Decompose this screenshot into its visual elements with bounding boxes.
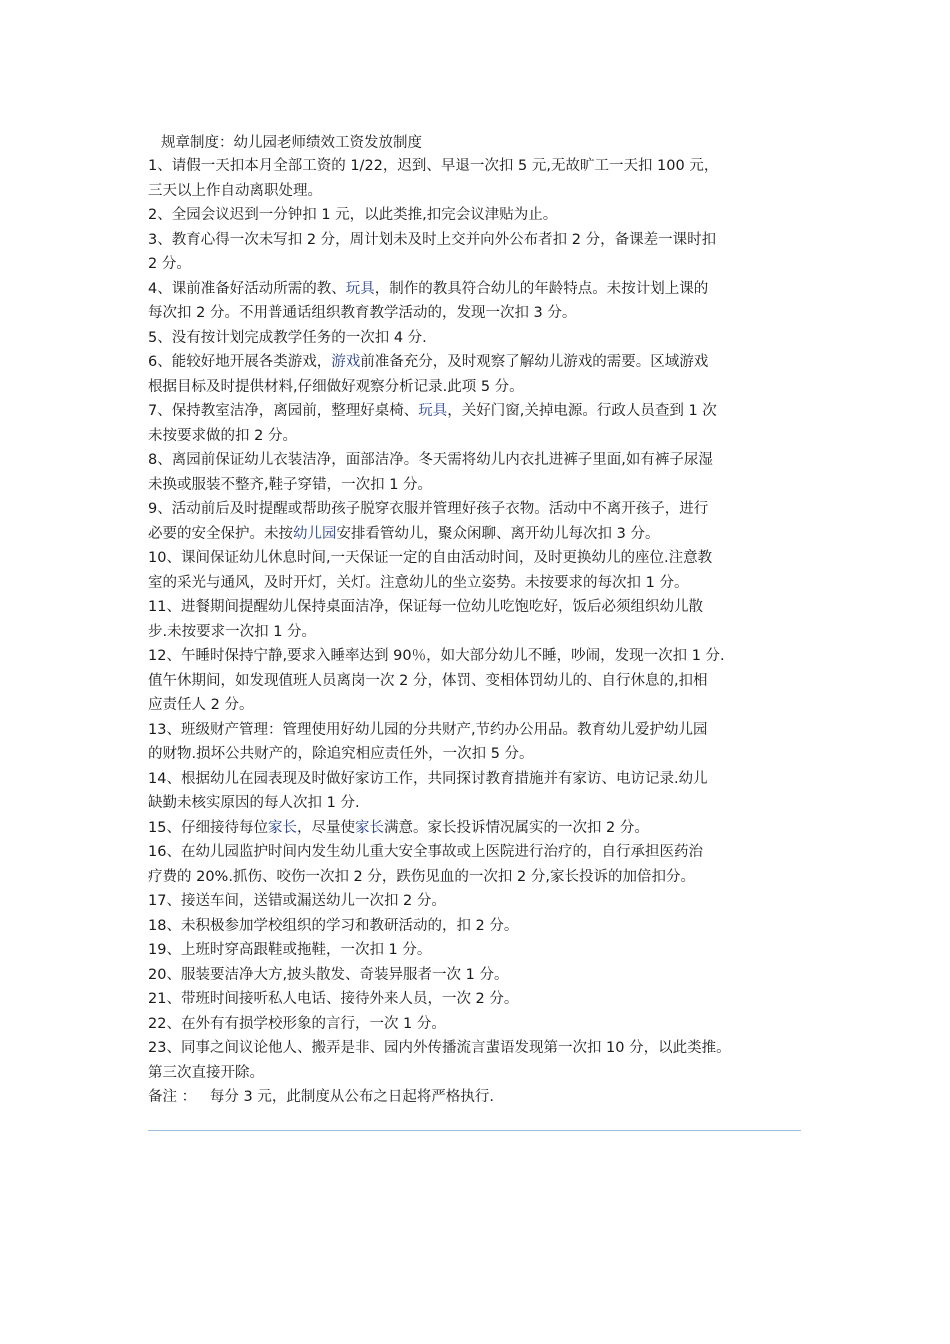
keyword-link[interactable]: 家长 <box>354 819 384 836</box>
rule-text: 11、进餐期间提醒幼儿保持桌面洁净，保证每一位幼儿吃饱吃好，饭后必须组织幼儿散 <box>148 599 703 615</box>
rule-line <box>148 914 818 939</box>
rule-text: 7、保持教室洁净，离园前，整理好桌椅、 <box>148 403 419 419</box>
rule-item <box>148 987 818 1012</box>
rule-line <box>148 816 818 841</box>
rule-item <box>148 840 818 889</box>
rules-list <box>148 154 818 1085</box>
rule-text: 6、能较好地开展各类游戏， <box>148 354 332 370</box>
rule-line <box>148 350 818 375</box>
rule-line <box>148 473 818 498</box>
rule-text: 应责任人 2 分。 <box>148 697 254 713</box>
rule-item <box>148 595 818 644</box>
document-body <box>148 132 818 1109</box>
rule-item <box>148 277 818 326</box>
keyword-link[interactable]: 幼儿园 <box>293 525 337 542</box>
rule-item <box>148 718 818 767</box>
rule-text: 满意。家长投诉情况属实的一次扣 2 分。 <box>383 819 649 836</box>
rule-text: 的财物.损坏公共财产的，除追究相应责任外，一次扣 5 分。 <box>148 746 534 762</box>
rule-text: 5、没有按计划完成教学任务的一次扣 4 分. <box>148 329 427 346</box>
rule-item <box>148 203 818 228</box>
rule-line <box>148 522 818 547</box>
rule-line <box>148 889 818 914</box>
rule-item <box>148 448 818 497</box>
rule-item <box>148 399 818 448</box>
rule-text: 2 分。 <box>148 256 191 272</box>
rule-text: 未换或服装不整齐,鞋子穿错，一次扣 1 分。 <box>148 476 433 493</box>
rule-line <box>148 375 818 400</box>
rule-text: 3、教育心得一次未写扣 2 分，周计划未及时上交并向外公布者扣 2 分，备课差一课时扣 <box>148 231 717 248</box>
rule-text: 1、请假一天扣本月全部工资的 1/22，迟到、早退一次扣 5 元,无故旷工一天扣 100 元， <box>148 158 719 174</box>
rule-line <box>148 546 818 571</box>
rule-line <box>148 228 818 253</box>
rule-text: 19、上班时穿高跟鞋或拖鞋，一次扣 1 分。 <box>148 942 432 958</box>
rule-line <box>148 1012 818 1037</box>
rule-text: 室的采光与通风，及时开灯，关灯。注意幼儿的坐立姿势。未按要求的每次扣 1 分。 <box>148 574 689 591</box>
rule-text: 4、课前准备好活动所需的教、 <box>148 280 346 297</box>
rule-text: 疗费的 20%.抓伤、咬伤一次扣 2 分，跌伤见血的一次扣 2 分,家长投诉的加倍扣分。 <box>148 868 695 885</box>
rule-line <box>148 987 818 1012</box>
rule-line <box>148 620 818 645</box>
rule-line <box>148 1061 818 1086</box>
rule-line <box>148 865 818 890</box>
rule-text: 前准备充分，及时观察了解幼儿游戏的需要。区域游戏 <box>360 354 709 370</box>
rule-line <box>148 595 818 620</box>
rule-text: 每次扣 2 分。不用普通话组织教育教学活动的，发现一次扣 3 分。 <box>148 305 577 321</box>
rule-text: 13、班级财产管理：管理使用好幼儿园的分共财产,节约办公用品。教育幼儿爱护幼儿园 <box>148 721 708 738</box>
rule-item <box>148 546 818 595</box>
rule-text: 12、午睡时保持宁静,要求入睡率达到 90％，如大部分幼儿不睡，吵闹，发现一次扣 1 分. <box>148 648 725 664</box>
rule-text: ，关好门窗,关掉电源。行政人员查到 1 次 <box>447 403 717 419</box>
rule-text: 步.未按要求一次扣 1 分。 <box>148 623 317 640</box>
rule-text: 三天以上作自动离职处理。 <box>148 182 322 199</box>
rule-text: ，尽量使 <box>296 819 355 836</box>
rule-item <box>148 326 818 351</box>
rule-text: 10、课间保证幼儿休息时间,一天保证一定的自由活动时间，及时更换幼儿的座位.注意教 <box>148 550 713 566</box>
rule-item <box>148 1012 818 1037</box>
rule-line <box>148 326 818 351</box>
rule-text: 8、离园前保证幼儿衣装洁净，面部洁净。冬天需将幼儿内衣扎进裤子里面,如有裤子尿湿 <box>148 452 713 468</box>
document-title: 规章制度：幼儿园老师绩效工资发放制度 <box>161 135 422 151</box>
rule-item <box>148 816 818 841</box>
rule-text: 根据目标及时提供材料,仔细做好观察分析记录.此项 5 分。 <box>148 378 524 395</box>
rule-line <box>148 669 818 694</box>
rule-line <box>148 791 818 816</box>
rule-text: 20、服装要洁净大方,披头散发、奇装异服者一次 1 分。 <box>148 966 509 983</box>
rule-line <box>148 693 818 718</box>
rule-line <box>148 571 818 596</box>
rule-line <box>148 399 818 424</box>
rule-item <box>148 228 818 277</box>
rule-line <box>148 301 818 326</box>
rule-text: 2、全园会议迟到一分钟扣 1 元，以此类推,扣完会议津贴为止。 <box>148 207 558 223</box>
keyword-link[interactable]: 游戏 <box>331 354 361 370</box>
rule-line <box>148 154 818 179</box>
rule-line <box>148 644 818 669</box>
rule-text: 值午休期间，如发现值班人员离岗一次 2 分，体罚、变相体罚幼儿的、自行休息的,扣相 <box>148 672 708 689</box>
rule-text: 21、带班时间接听私人电话、接待外来人员，一次 2 分。 <box>148 991 519 1007</box>
rule-text: 15、仔细接待每位 <box>148 819 268 836</box>
rule-item <box>148 497 818 546</box>
footnote: 备注 ： 每分 3 元，此制度从公布之日起将严格执行. <box>148 1089 494 1105</box>
rule-item <box>148 644 818 718</box>
rule-line <box>148 767 818 792</box>
keyword-link[interactable]: 玩具 <box>418 403 448 419</box>
rule-text: 必要的安全保护。未按 <box>148 525 293 542</box>
rule-item <box>148 889 818 914</box>
rule-text: ，制作的教具符合幼儿的年龄特点。未按计划上课的 <box>374 280 709 297</box>
rule-text: 缺勤未核实原因的每人次扣 1 分. <box>148 795 360 811</box>
rule-text: 14、根据幼儿在园表现及时做好家访工作，共同探讨教育措施并有家访、电访记录.幼儿 <box>148 770 708 787</box>
rule-text: 9、活动前后及时提醒或帮助孩子脱穿衣服并管理好孩子衣物。活动中不离开孩子，进行 <box>148 501 709 517</box>
rule-line <box>148 1036 818 1061</box>
rule-line <box>148 963 818 988</box>
rule-text: 22、在外有有损学校形象的言行，一次 1 分。 <box>148 1015 446 1032</box>
rule-text: 18、未积极参加学校组织的学习和教研活动的，扣 2 分。 <box>148 917 519 934</box>
rule-line <box>148 252 818 277</box>
rule-line <box>148 277 818 302</box>
rule-item <box>148 154 818 203</box>
rule-line <box>148 840 818 865</box>
rule-line <box>148 938 818 963</box>
rule-item <box>148 350 818 399</box>
rule-text: 未按要求做的扣 2 分。 <box>148 427 297 444</box>
rule-line <box>148 742 818 767</box>
rule-line <box>148 424 818 449</box>
divider-line <box>148 1130 801 1131</box>
rule-text: 17、接送车间，送错或漏送幼儿一次扣 2 分。 <box>148 893 446 909</box>
rule-line <box>148 203 818 228</box>
rule-text: 23、同事之间议论他人、搬弄是非、园内外传播流言蜚语发现第一次扣 10 分，以此类推。 <box>148 1040 731 1056</box>
rule-item <box>148 914 818 939</box>
rule-text: 安排看管幼儿，聚众闲聊、离开幼儿每次扣 3 分。 <box>336 525 660 542</box>
rule-text: 16、在幼儿园监护时间内发生幼儿重大安全事故或上医院进行治疗的，自行承担医药治 <box>148 844 703 860</box>
rule-line <box>148 179 818 204</box>
keyword-link[interactable]: 玩具 <box>345 280 375 297</box>
rule-item <box>148 1036 818 1085</box>
rule-line <box>148 718 818 743</box>
rule-line <box>148 497 818 522</box>
rule-text: 第三次直接开除。 <box>148 1064 264 1081</box>
rule-line <box>148 448 818 473</box>
rule-item <box>148 963 818 988</box>
keyword-link[interactable]: 家长 <box>267 819 297 836</box>
rule-item <box>148 767 818 816</box>
rule-item <box>148 938 818 963</box>
